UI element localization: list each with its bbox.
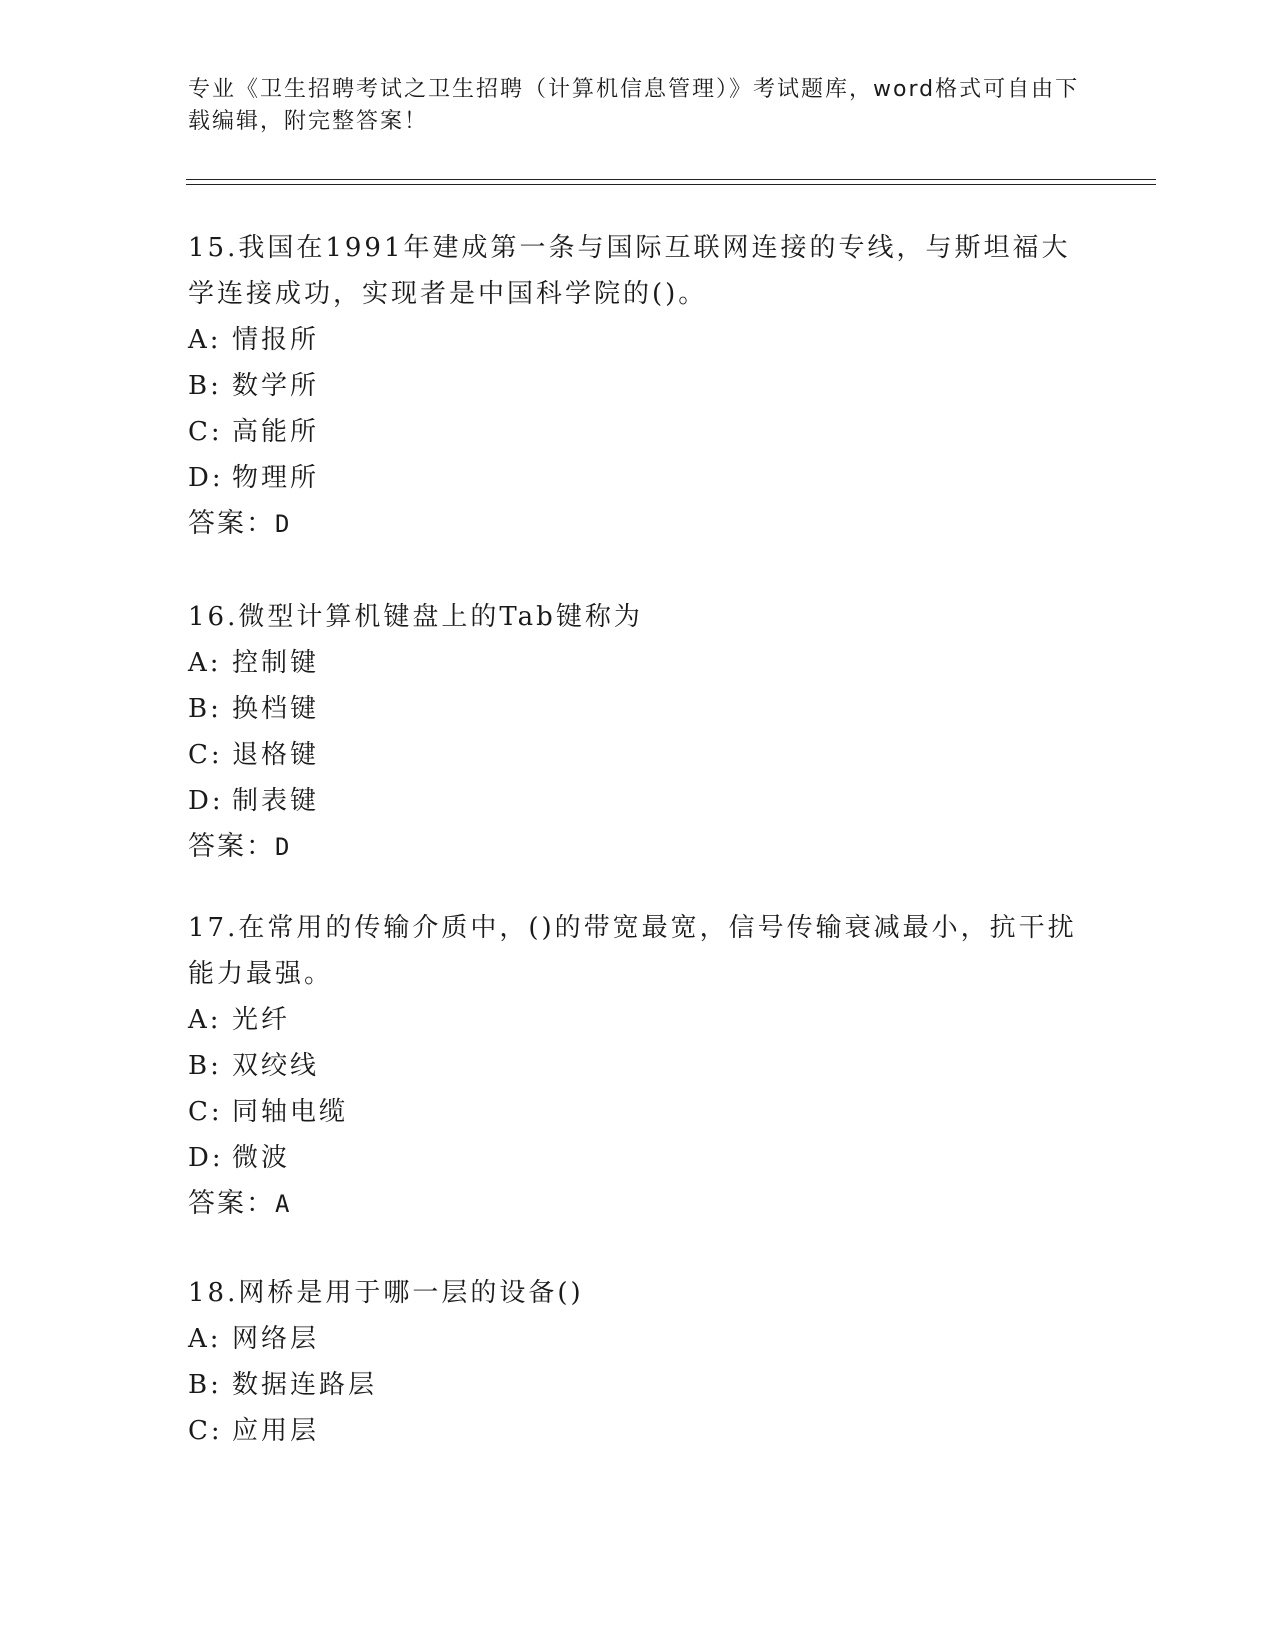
header-text: 专业《卫生招聘考试之卫生招聘（计算机信息管理）》考试题库，word格式可自由下载编辑，附完整答案！ xyxy=(188,77,1080,134)
option-text: 制表键 xyxy=(232,786,320,816)
option-a xyxy=(188,997,1078,1043)
option-letter: B: xyxy=(188,1370,222,1400)
question-stem: 16.微型计算机键盘上的Tab键称为 xyxy=(188,602,643,632)
option-d xyxy=(188,778,1078,824)
option-letter: C: xyxy=(188,740,223,770)
option-letter: C: xyxy=(188,1097,223,1127)
option-text: 微波 xyxy=(232,1143,291,1173)
option-letter: C: xyxy=(188,1416,223,1446)
option-b xyxy=(188,686,1078,732)
answer-label: 答案： xyxy=(188,831,275,862)
question-16 xyxy=(188,594,1078,870)
option-b xyxy=(188,1362,1078,1408)
option-letter: A: xyxy=(188,648,222,678)
question-stem: 15.我国在1991年建成第一条与国际互联网连接的专线，与斯坦福大学连接成功，实现者是中国科学院的()。 xyxy=(188,233,1071,309)
option-text: 控制键 xyxy=(232,648,320,678)
answer-label: 答案： xyxy=(188,1188,275,1219)
option-letter: B: xyxy=(188,371,222,401)
option-b xyxy=(188,1043,1078,1089)
option-text: 同轴电缆 xyxy=(232,1097,349,1127)
option-letter: A: xyxy=(188,1324,222,1354)
option-a xyxy=(188,317,1078,363)
answer-value: D xyxy=(275,510,292,538)
option-text: 换档键 xyxy=(232,694,320,724)
option-letter: A: xyxy=(188,325,222,355)
option-text: 高能所 xyxy=(232,417,320,447)
question-17 xyxy=(188,905,1078,1227)
document-header xyxy=(188,74,1088,138)
option-text: 应用层 xyxy=(232,1416,320,1446)
option-letter: B: xyxy=(188,694,222,724)
answer-value: A xyxy=(275,1190,292,1218)
option-letter: D: xyxy=(188,786,224,816)
option-b xyxy=(188,363,1078,409)
option-text: 数学所 xyxy=(232,371,320,401)
option-c xyxy=(188,1089,1078,1135)
option-c xyxy=(188,732,1078,778)
option-letter: A: xyxy=(188,1005,222,1035)
option-c xyxy=(188,409,1078,455)
option-text: 光纤 xyxy=(232,1005,291,1035)
question-stem: 17.在常用的传输介质中，()的带宽最宽，信号传输衰减最小，抗干扰能力最强。 xyxy=(188,913,1077,989)
option-a xyxy=(188,1316,1078,1362)
option-text: 网络层 xyxy=(232,1324,320,1354)
option-text: 物理所 xyxy=(232,463,320,493)
answer-value: D xyxy=(275,833,292,861)
answer-line xyxy=(188,824,1078,870)
question-stem: 18.网桥是用于哪一层的设备() xyxy=(188,1278,584,1308)
option-d xyxy=(188,455,1078,501)
option-letter: C: xyxy=(188,417,223,447)
answer-line xyxy=(188,501,1078,547)
question-15 xyxy=(188,225,1078,547)
option-letter: D: xyxy=(188,1143,224,1173)
header-divider-bottom xyxy=(186,184,1156,185)
option-d xyxy=(188,1135,1078,1181)
answer-label: 答案： xyxy=(188,508,275,539)
question-18 xyxy=(188,1270,1078,1454)
option-c xyxy=(188,1408,1078,1454)
option-text: 双绞线 xyxy=(232,1051,320,1081)
option-a xyxy=(188,640,1078,686)
option-text: 情报所 xyxy=(232,325,320,355)
option-letter: B: xyxy=(188,1051,222,1081)
header-divider-top xyxy=(186,179,1156,180)
answer-line xyxy=(188,1181,1078,1227)
option-text: 退格键 xyxy=(232,740,320,770)
option-text: 数据连路层 xyxy=(232,1370,378,1400)
option-letter: D: xyxy=(188,463,224,493)
